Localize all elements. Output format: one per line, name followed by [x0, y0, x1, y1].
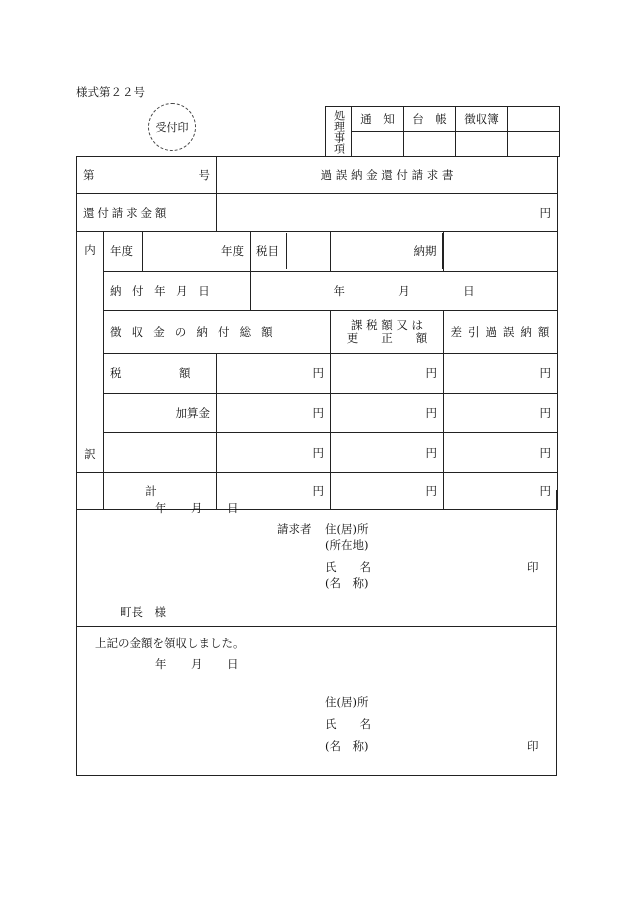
- processing-check-notice[interactable]: [352, 132, 404, 157]
- payment-date-label: 納 付 年 月 日: [104, 271, 251, 311]
- row-label-blank[interactable]: [104, 433, 217, 473]
- document-title: 過 誤 納 金 還 付 請 求 書: [217, 157, 558, 194]
- processing-col-collection-book: 徴収簿: [456, 107, 508, 132]
- yen-unit: 円: [425, 484, 437, 498]
- details-side-bottom: 訳: [84, 447, 96, 461]
- applicant-seal: 印: [527, 560, 539, 574]
- tax-item-field[interactable]: [251, 232, 331, 272]
- row-tax-assessed[interactable]: [331, 354, 444, 394]
- receipt-date-month: 月: [191, 657, 203, 671]
- row-blank-assessed[interactable]: [331, 433, 444, 473]
- payment-period-cell[interactable]: [331, 232, 444, 272]
- applicant-date-month: 月: [191, 501, 203, 515]
- yen-unit: 円: [425, 445, 437, 460]
- processing-table: [325, 106, 560, 157]
- payment-date-field[interactable]: [251, 271, 558, 311]
- name-label: 氏 名: [325, 560, 371, 574]
- addressee: 町長 様: [120, 605, 166, 619]
- details-side-label: [77, 232, 104, 473]
- reception-stamp-label: 受付印: [155, 121, 189, 134]
- payment-date-month: 月: [398, 283, 410, 298]
- payment-period-label: 納期: [408, 233, 443, 269]
- address-label: 住(居)所: [325, 522, 369, 536]
- number-prefix: 第: [83, 168, 95, 182]
- assessed-amount-header: [331, 311, 444, 354]
- yen-unit: 円: [425, 366, 437, 381]
- receipt-statement: 上記の金額を領収しました。: [95, 636, 245, 650]
- payment-period-field[interactable]: [444, 232, 558, 272]
- assessed-amount-header-bottom: 更 正 額: [346, 331, 428, 346]
- yen-unit: 円: [425, 406, 437, 421]
- processing-col-ledger: 台 帳: [404, 107, 456, 132]
- main-form-table: [76, 156, 558, 510]
- number-suffix: 号: [198, 168, 210, 182]
- row-surcharge-overpaid[interactable]: [444, 393, 558, 433]
- processing-check-ledger[interactable]: [404, 132, 456, 157]
- yen-unit: 円: [539, 484, 552, 498]
- yen-unit: 円: [312, 366, 324, 381]
- yen-unit: 円: [312, 445, 324, 460]
- processing-col-blank: [508, 107, 560, 132]
- requester-label: 請求者: [277, 522, 312, 536]
- yen-unit: 円: [312, 484, 324, 498]
- fiscal-year-field[interactable]: [143, 232, 251, 272]
- assessed-amount-header-top: 課 税 額 又 は: [350, 318, 424, 333]
- row-blank-overpaid[interactable]: [444, 433, 558, 473]
- receipt-section: [76, 626, 557, 776]
- refund-amount-label: 還付請求金額: [77, 194, 217, 232]
- row-label-total: 計: [104, 473, 217, 510]
- fiscal-year-label: 年度: [104, 232, 143, 272]
- yen-unit: 円: [539, 406, 552, 421]
- row-surcharge-total[interactable]: [217, 393, 331, 433]
- tax-item-label: 税目: [251, 233, 287, 269]
- refund-amount-field[interactable]: [217, 194, 558, 232]
- processing-check-blank[interactable]: [508, 132, 560, 157]
- payment-date-year: 年: [333, 283, 345, 298]
- processing-col-notice: 通 知: [352, 107, 404, 132]
- row-label-surcharge: 加算金: [104, 393, 217, 433]
- applicant-date-day: 日: [227, 501, 239, 515]
- row-tax-overpaid[interactable]: [444, 354, 558, 394]
- details-side-top: 内: [84, 243, 96, 257]
- number-cell[interactable]: [77, 157, 217, 194]
- row-blank-total[interactable]: [217, 433, 331, 473]
- row-tax-total[interactable]: [217, 354, 331, 394]
- form-number: 様式第２２号: [76, 85, 145, 99]
- receipt-name-sub-label: (名 称): [325, 739, 369, 753]
- processing-header: 処理事項: [326, 107, 352, 157]
- applicant-date-year: 年: [155, 501, 167, 515]
- receipt-seal: 印: [527, 739, 539, 753]
- applicant-section: [76, 490, 557, 627]
- fiscal-year-suffix: 年度: [221, 244, 244, 259]
- row-label-tax: 税 額: [104, 354, 217, 394]
- receipt-date-year: 年: [155, 657, 167, 671]
- receipt-name-label: 氏 名: [325, 717, 371, 731]
- payment-date-day: 日: [463, 283, 475, 298]
- yen-unit: 円: [539, 366, 552, 381]
- receipt-date-day: 日: [227, 657, 239, 671]
- receipt-address-label: 住(居)所: [325, 695, 369, 709]
- total-payment-header: 徴 収 金 の 納 付 総 額: [104, 311, 331, 354]
- address-sub-label: (所在地): [325, 538, 369, 552]
- yen-unit: 円: [312, 406, 324, 421]
- refund-amount-unit: 円: [539, 205, 552, 220]
- processing-check-collection-book[interactable]: [456, 132, 508, 157]
- name-sub-label: (名 称): [325, 576, 369, 590]
- overpayment-header: 差 引 過 誤 納 額: [444, 311, 558, 354]
- yen-unit: 円: [539, 445, 552, 460]
- row-surcharge-assessed[interactable]: [331, 393, 444, 433]
- reception-stamp-circle: [148, 103, 196, 151]
